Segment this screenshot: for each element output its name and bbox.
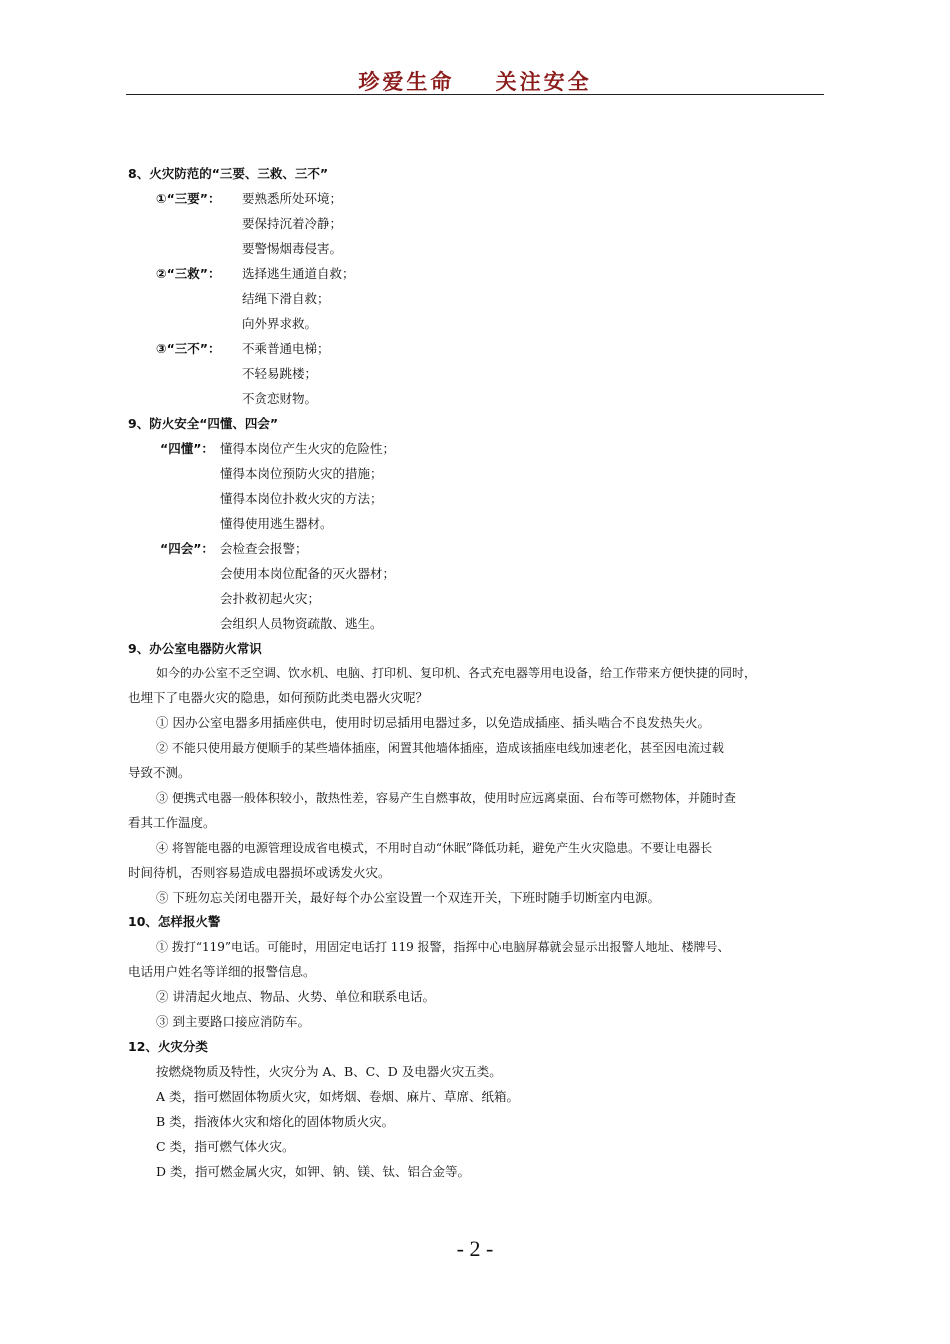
paragraph-line: 时间待机，否则容易造成电器损坏或诱发火灾。 bbox=[128, 865, 391, 880]
list-item: 不贪恋财物。 bbox=[242, 391, 318, 406]
paragraph-line: 也埋下了电器火灾的隐患，如何预防此类电器火灾呢？ bbox=[128, 690, 429, 705]
paragraph-line: 如今的办公室不乏空调、饮水机、电脑、打印机、复印机、各式充电器等用电设备，给工作带来方便快捷的同时， bbox=[156, 666, 757, 680]
three-rescues-label: ②“三救”： bbox=[156, 266, 221, 281]
list-item: 会检查会报警； bbox=[220, 541, 308, 556]
list-item: 懂得本岗位扑救火灾的方法； bbox=[220, 491, 383, 506]
list-item: 不乘普通电梯； bbox=[242, 341, 330, 356]
list-item: 懂得本岗位产生火灾的危险性； bbox=[220, 441, 396, 456]
paragraph-line: 导致不测。 bbox=[128, 765, 191, 780]
four-understands-label: “四懂”： bbox=[160, 441, 214, 456]
paragraph-line: B 类，指液体火灾和熔化的固体物质火灾。 bbox=[156, 1114, 395, 1129]
paragraph-line: ① 拨打“119”电话。可能时，用固定电话打 119 报警，指挥中心电脑屏幕就会显示出报警人地址、楼牌号、 bbox=[156, 940, 730, 954]
paragraph-line: ③ 便携式电器一般体积较小，散热性差，容易产生自燃事故，使用时应远离桌面、台布等可燃物体，并随时查 bbox=[156, 791, 736, 805]
list-item: 不轻易跳楼； bbox=[242, 366, 318, 381]
list-item: 结绳下滑自救； bbox=[242, 291, 330, 306]
list-item: 选择逃生通道自救； bbox=[242, 266, 355, 281]
list-item: 会组织人员物资疏散、逃生。 bbox=[220, 616, 383, 631]
paragraph-line: 按燃烧物质及特性，火灾分为 A、B、C、D 及电器火灾五类。 bbox=[156, 1064, 502, 1079]
section-8-heading: 8、火灾防范的“三要、三救、三不” bbox=[128, 166, 329, 181]
header-title: 珍爱生命 关注安全 bbox=[358, 70, 592, 94]
paragraph-line: ③ 到主要路口接应消防车。 bbox=[156, 1014, 310, 1029]
list-item: 要警惕烟毒侵害。 bbox=[242, 241, 343, 256]
list-item: 会扑救初起火灾； bbox=[220, 591, 321, 606]
list-item: 懂得使用逃生器材。 bbox=[220, 516, 333, 531]
section-12-heading: 12、火灾分类 bbox=[128, 1039, 208, 1054]
paragraph-line: ④ 将智能电器的电源管理设成省电模式，不用时自动“休眠”降低功耗，避免产生火灾隐患。不要让电器长 bbox=[156, 841, 713, 855]
list-item: 懂得本岗位预防火灾的措施； bbox=[220, 466, 383, 481]
paragraph-line: ② 讲清起火地点、物品、火势、单位和联系电话。 bbox=[156, 989, 435, 1004]
paragraph-line: ② 不能只使用最方便顺手的某些墙体插座，闲置其他墙体插座，造成该插座电线加速老化，甚至因电流过载 bbox=[156, 741, 724, 755]
three-donts-label: ③“三不”： bbox=[156, 341, 221, 356]
paragraph-line: 看其工作温度。 bbox=[128, 815, 216, 830]
list-item: 要熟悉所处环境； bbox=[242, 191, 343, 206]
list-item: 要保持沉着冷静； bbox=[242, 216, 343, 231]
header-divider bbox=[126, 94, 824, 95]
paragraph-line: ① 因办公室电器多用插座供电，使用时切忌插用电器过多，以免造成插座、插头啮合不良发热失火。 bbox=[156, 715, 710, 730]
paragraph-line: A 类，指可燃固体物质火灾，如烤烟、卷烟、麻片、草席、纸箱。 bbox=[156, 1089, 520, 1104]
paragraph-line: C 类，指可燃气体火灾。 bbox=[156, 1139, 295, 1154]
section-9-heading: 9、防火安全“四懂、四会” bbox=[128, 416, 279, 431]
page-number: - 2 - bbox=[456, 1236, 494, 1261]
three-musts-label: ①“三要”： bbox=[156, 191, 221, 206]
paragraph-line: D 类，指可燃金属火灾，如钾、钠、镁、钛、铝合金等。 bbox=[156, 1164, 470, 1179]
section-9b-heading: 9、办公室电器防火常识 bbox=[128, 641, 262, 656]
paragraph-line: 电话用户姓名等详细的报警信息。 bbox=[128, 964, 316, 979]
list-item: 会使用本岗位配备的灭火器材； bbox=[220, 566, 396, 581]
section-10-heading: 10、怎样报火警 bbox=[128, 914, 221, 929]
paragraph-line: ⑤ 下班勿忘关闭电器开关，最好每个办公室设置一个双连开关，下班时随手切断室内电源。 bbox=[156, 890, 660, 905]
list-item: 向外界求救。 bbox=[242, 316, 318, 331]
four-abilities-label: “四会”： bbox=[160, 541, 214, 556]
